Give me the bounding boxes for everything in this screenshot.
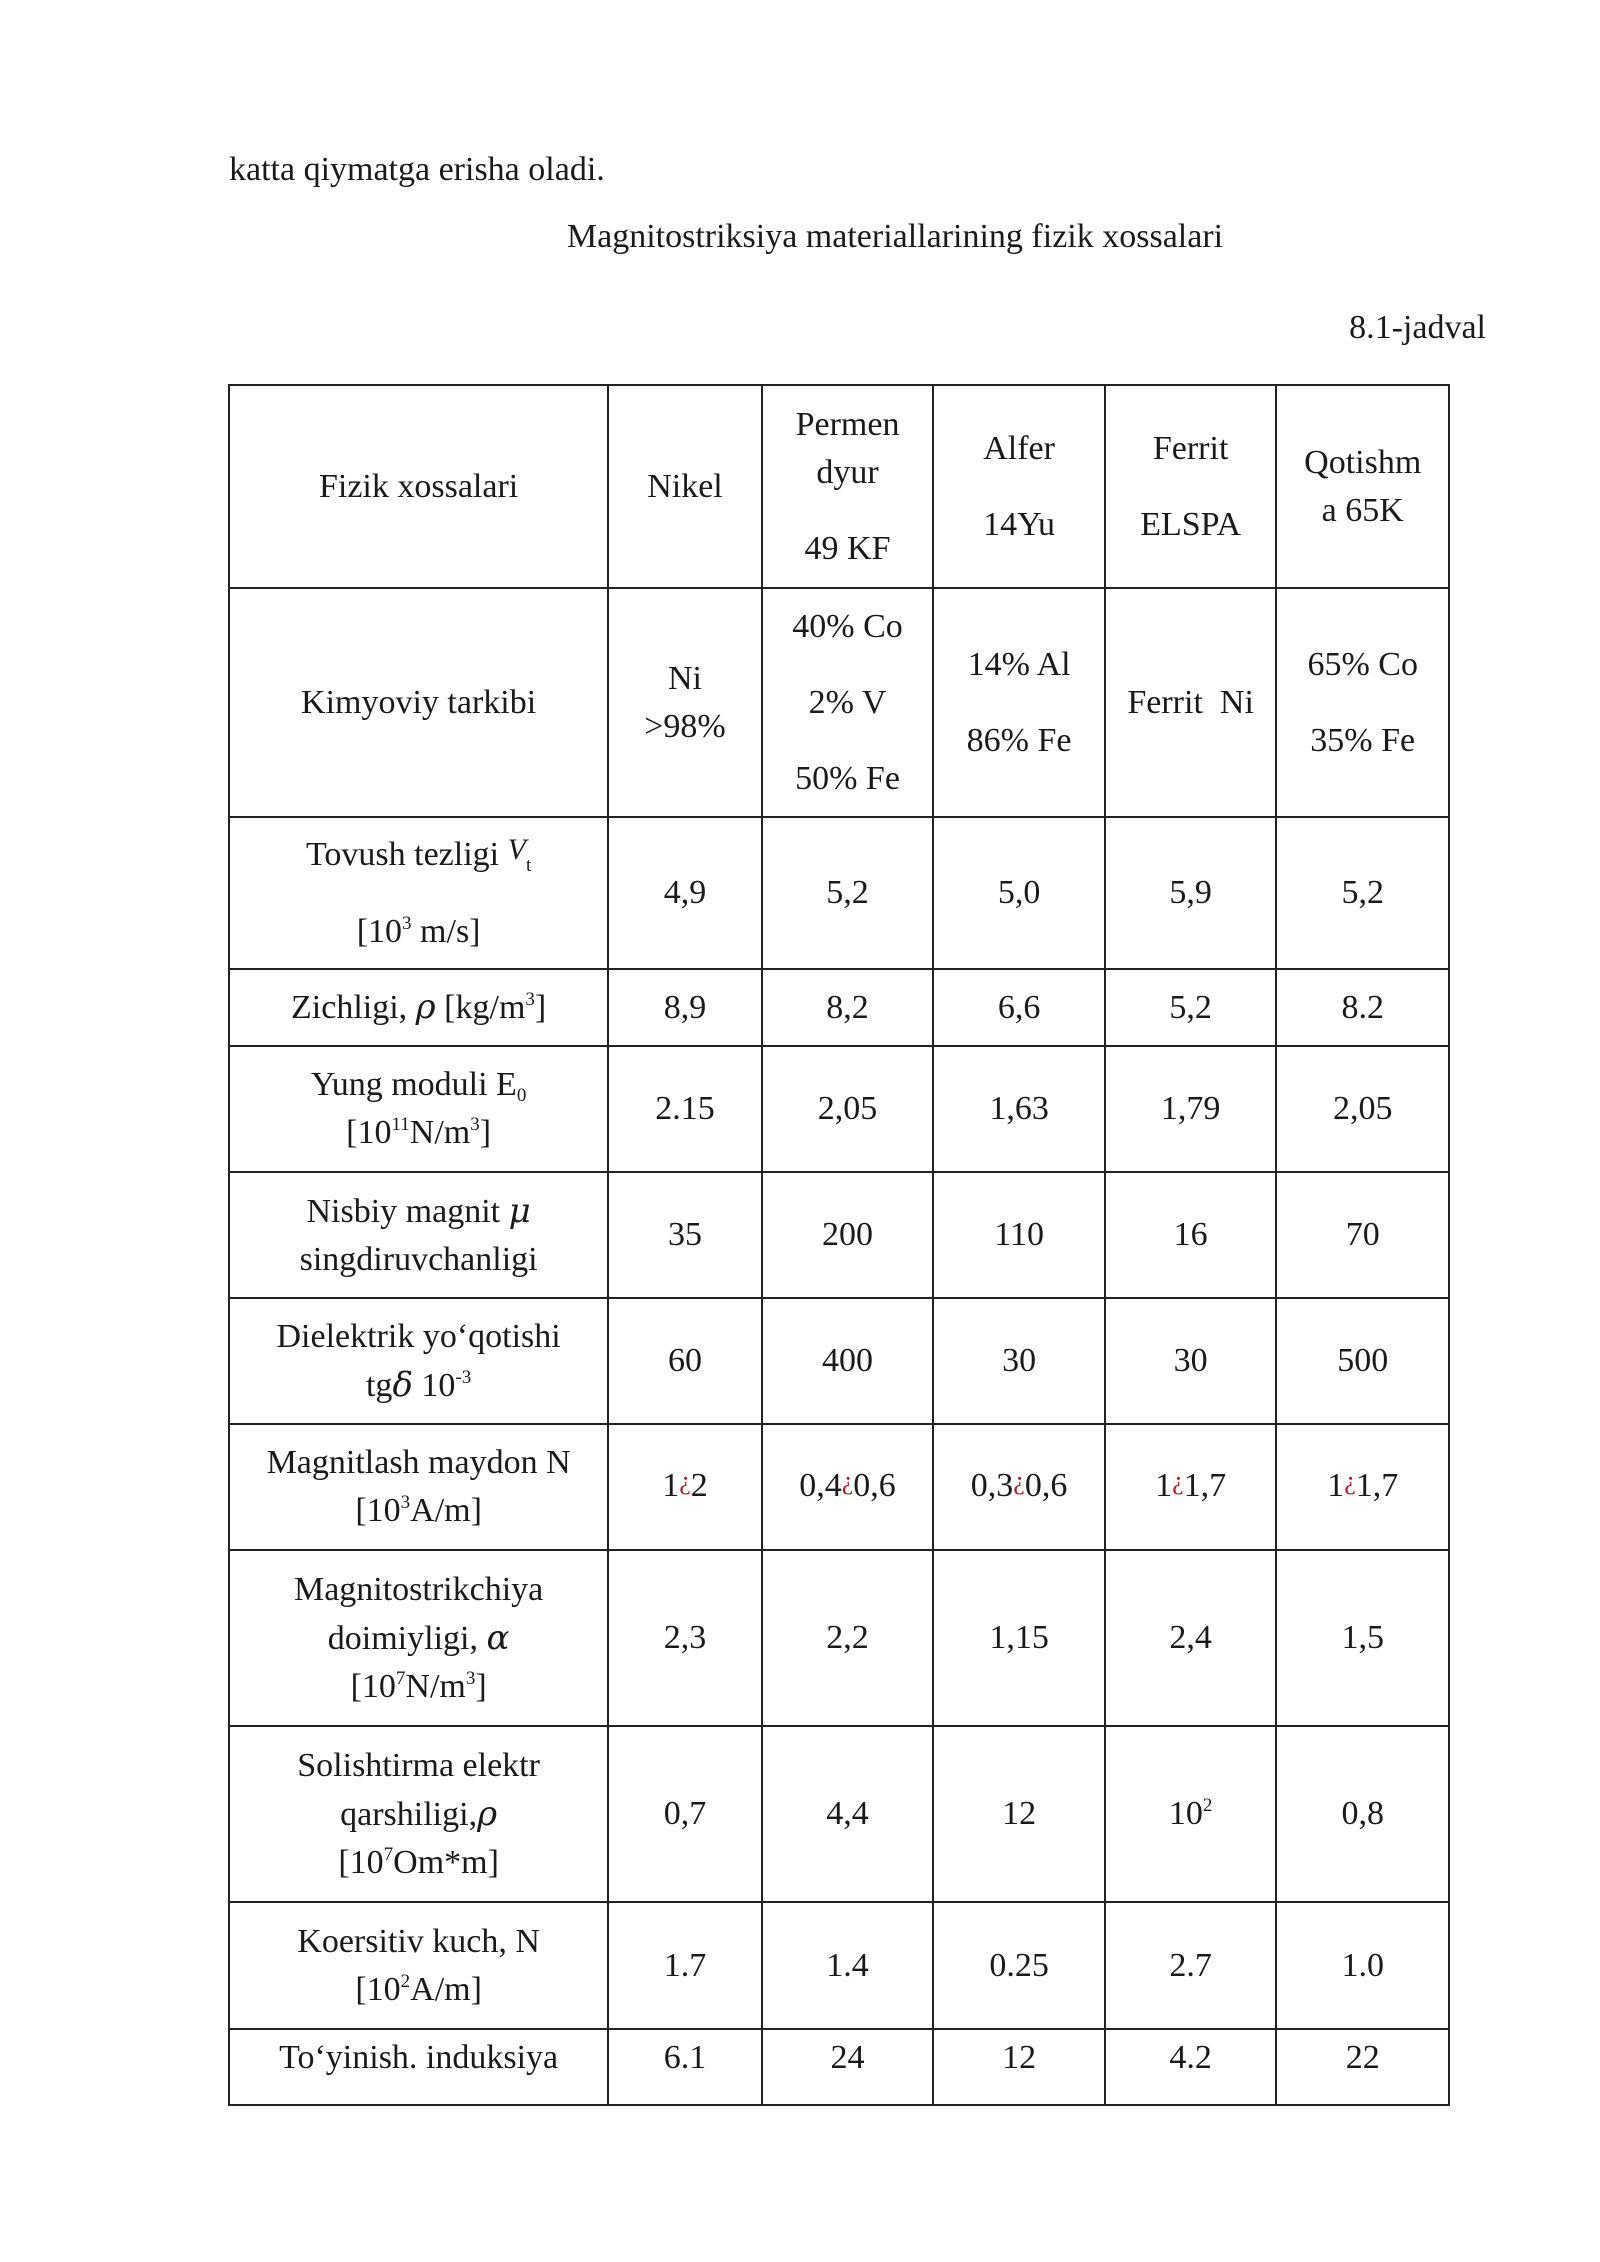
table-cell: 5,2 bbox=[1276, 817, 1449, 969]
table-cell: 0,8 bbox=[1276, 1726, 1449, 1902]
table-row bbox=[229, 969, 1449, 1046]
table-cell: 8.2 bbox=[1276, 969, 1449, 1046]
table-cell: 1,15 bbox=[933, 1550, 1105, 1726]
table-row bbox=[229, 1298, 1449, 1424]
table-cell: Ferrit Ni bbox=[1105, 588, 1277, 817]
row-label-dielectric-loss: Dielektrik yo‘qotishi tgδ $10^{-3}$ bbox=[229, 1298, 608, 1424]
alpha-symbol: α bbox=[486, 1617, 510, 1658]
table-row bbox=[229, 1046, 1449, 1172]
rho-symbol: ρ bbox=[477, 1793, 498, 1834]
table-row bbox=[229, 817, 1449, 969]
table-cell: 16 bbox=[1105, 1172, 1277, 1298]
table-cell: 70 bbox=[1276, 1172, 1449, 1298]
table-cell: 30 bbox=[1105, 1298, 1277, 1424]
table-cell: 5,2 bbox=[762, 817, 934, 969]
inverted-question-glyph: ¿ bbox=[1172, 1466, 1184, 1495]
table-cell: 1¿2 bbox=[608, 1424, 762, 1550]
table-row bbox=[229, 1726, 1449, 1902]
table-cell: 5,9 bbox=[1105, 817, 1277, 969]
inverted-question-glyph: ¿ bbox=[841, 1466, 854, 1495]
row-label-composition: Kimyoviy tarkibi bbox=[229, 588, 608, 817]
table-cell: 6,6 bbox=[933, 969, 1105, 1046]
table-cell: 1,63 bbox=[933, 1046, 1105, 1172]
row-label-density: Zichligi, ρ $[kg/m^3]$ bbox=[229, 969, 608, 1046]
table-cell: 2.7 bbox=[1105, 1902, 1277, 2029]
table-cell: 1.4 bbox=[762, 1902, 934, 2029]
table-row bbox=[229, 1902, 1449, 2029]
table-cell: 30 bbox=[933, 1298, 1105, 1424]
delta-symbol: δ bbox=[392, 1364, 413, 1405]
table-cell: 8,2 bbox=[762, 969, 934, 1046]
intro-text: katta qiymatga erisha oladi. bbox=[229, 151, 605, 188]
table-cell: 0,4¿0,6 bbox=[762, 1424, 934, 1550]
header-row bbox=[229, 385, 1449, 588]
table-row bbox=[229, 588, 1449, 817]
table-cell: Ni >98% bbox=[608, 588, 762, 817]
header-cell-qotishma: Qotishm a 65K bbox=[1276, 385, 1449, 588]
header-cell-property: Fizik xossalari bbox=[229, 385, 608, 588]
inverted-question-glyph: ¿ bbox=[1344, 1466, 1356, 1495]
table-cell: 65% Co 35% Fe bbox=[1276, 588, 1449, 817]
table-cell: 1¿1,7 bbox=[1276, 1424, 1449, 1550]
table-cell: 2,3 bbox=[608, 1550, 762, 1726]
table-row bbox=[229, 1550, 1449, 1726]
row-label-permeability: Nisbiy magnit μ singdiruvchanligi bbox=[229, 1172, 608, 1298]
table-cell: 2,05 bbox=[762, 1046, 934, 1172]
table-cell: 500 bbox=[1276, 1298, 1449, 1424]
inverted-question-glyph: ¿ bbox=[1013, 1466, 1025, 1495]
table-cell: 35 bbox=[608, 1172, 762, 1298]
table-row bbox=[229, 2029, 1449, 2105]
table-row bbox=[229, 1172, 1449, 1298]
table-title: Magnitostriksiya materiallarining fizik xossalari bbox=[566, 218, 1224, 255]
table-cell: 0,3¿0,6 bbox=[933, 1424, 1105, 1550]
rho-symbol: ρ bbox=[415, 987, 436, 1027]
table-row bbox=[229, 1424, 1449, 1550]
table-cell: 6.1 bbox=[608, 2029, 762, 2105]
table-cell: 110 bbox=[933, 1172, 1105, 1298]
mu-symbol: μ bbox=[508, 1190, 531, 1231]
table-cell: 40% Co 2% V 50% Fe bbox=[762, 588, 934, 817]
table-cell: 1¿1,7 bbox=[1105, 1424, 1277, 1550]
table-cell: 4.2 bbox=[1105, 2029, 1277, 2105]
table-cell: 24 bbox=[762, 2029, 934, 2105]
table-cell: 200 bbox=[762, 1172, 934, 1298]
row-label-young-modulus: Yung moduli $E_0$ $[10^{11}N/m^3]$ bbox=[229, 1046, 608, 1172]
table-cell: 2,4 bbox=[1105, 1550, 1277, 1726]
table-cell: 400 bbox=[762, 1298, 934, 1424]
table-cell: 4,9 bbox=[608, 817, 762, 969]
table-cell: 2,05 bbox=[1276, 1046, 1449, 1172]
table-cell: 14% Al 86% Fe bbox=[933, 588, 1105, 817]
row-label-magnetizing-field: Magnitlash maydon N $[10^3A/m]$ bbox=[229, 1424, 608, 1550]
table-cell: 22 bbox=[1276, 2029, 1449, 2105]
table-cell: 1,79 bbox=[1105, 1046, 1277, 1172]
table-cell: 1.0 bbox=[1276, 1902, 1449, 2029]
table-cell: $10^2$ bbox=[1105, 1726, 1277, 1902]
properties-table bbox=[228, 384, 1450, 2106]
header-cell-nikel: Nikel bbox=[608, 385, 762, 588]
table-cell: 2.15 bbox=[608, 1046, 762, 1172]
row-label-sound-speed: Tovush tezligi $V_t$ [$10^3$ m/s] bbox=[229, 817, 608, 969]
table-cell: 1.7 bbox=[608, 1902, 762, 2029]
table-cell: 5,2 bbox=[1105, 969, 1277, 1046]
table-cell: 5,0 bbox=[933, 817, 1105, 969]
row-label-resistivity: Solishtirma elektr qarshiligi,ρ $[10^7Om*m]$ bbox=[229, 1726, 608, 1902]
velocity-symbol: V bbox=[507, 832, 526, 866]
table-cell: 2,2 bbox=[762, 1550, 934, 1726]
row-label-coercive-force: Koersitiv kuch, N $[10^2A/m]$ bbox=[229, 1902, 608, 2029]
table-number: 8.1-jadval bbox=[1349, 309, 1486, 346]
table-cell: 0,7 bbox=[608, 1726, 762, 1902]
inverted-question-glyph: ¿ bbox=[679, 1466, 691, 1495]
table-cell: 1,5 bbox=[1276, 1550, 1449, 1726]
header-cell-ferrit: Ferrit ELSPA bbox=[1105, 385, 1277, 588]
table-cell: 8,9 bbox=[608, 969, 762, 1046]
table-cell: 60 bbox=[608, 1298, 762, 1424]
table-cell: 0.25 bbox=[933, 1902, 1105, 2029]
header-cell-permendyur: Permen dyur 49 KF bbox=[762, 385, 934, 588]
table-cell: 12 bbox=[933, 1726, 1105, 1902]
table-cell: 12 bbox=[933, 2029, 1105, 2105]
row-label-magnetostriction: Magnitostrikchiya doimiyligi, α $[10^7N/m^3]$ bbox=[229, 1550, 608, 1726]
header-cell-alfer: Alfer 14Yu bbox=[933, 385, 1105, 588]
row-label-saturation-induction: To‘yinish. induksiya bbox=[229, 2029, 608, 2105]
table-cell: 4,4 bbox=[762, 1726, 934, 1902]
